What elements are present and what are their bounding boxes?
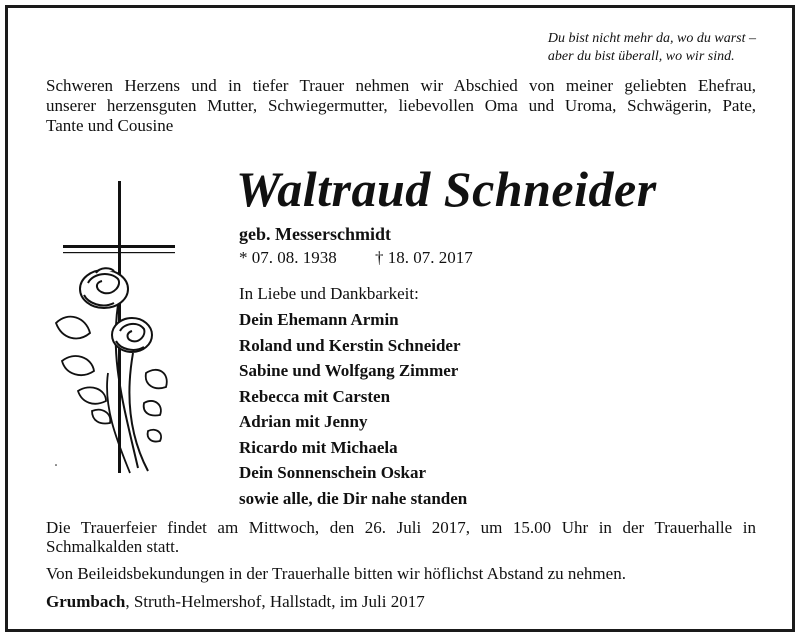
- mourner-item: Adrian mit Jenny: [239, 412, 368, 431]
- motto-line-2: aber du bist überall, wo wir sind.: [547, 49, 735, 64]
- intro-line-3: Tante und Cousine: [46, 116, 174, 135]
- mourner-item: Dein Ehemann Armin: [239, 310, 399, 329]
- funeral-info: [46, 518, 756, 556]
- mourners-list: [239, 307, 467, 511]
- obituary-notice: [5, 5, 795, 632]
- intro-line-1: Schweren Herzens und in tiefer Trauer nehmen wir Abschied von meiner geliebten Ehefrau,: [46, 76, 756, 95]
- funeral-line-2: Schmalkalden statt.: [46, 537, 180, 556]
- place-town: Grumbach: [46, 592, 126, 611]
- mourner-item: sowie alle, die Dir nahe standen: [239, 488, 468, 508]
- condolence-note: Von Beileidsbekundungen in der Trauerhalle bitten wir höflichst Abstand zu nehmen.: [46, 564, 626, 583]
- intro-text: [46, 76, 756, 136]
- mourner-item: Roland und Kerstin Schneider: [239, 335, 461, 355]
- place-rest: , Struth-Helmershof, Hallstadt, im Juli 2017: [125, 592, 425, 611]
- funeral-line-1: Die Trauerfeier findet am Mittwoch, den 26. Juli 2017, um 15.00 Uhr in der Trauerhalle in: [46, 518, 756, 537]
- birth-name: geb. Messerschmidt: [239, 224, 391, 244]
- deceased-name: Waltraud Schneider: [236, 161, 657, 217]
- mourner-item: Sabine und Wolfgang Zimmer: [239, 361, 459, 380]
- place-date-line: [46, 592, 425, 612]
- intro-line-2: unserer herzensguten Mutter, Schwiegermutter, liebevollen Oma und Uroma, Schwägerin, Pate,: [46, 96, 756, 115]
- motto-quote: [548, 30, 756, 66]
- cross-roses-icon: [48, 173, 188, 478]
- mourner-item: Ricardo mit Michaela: [239, 437, 398, 457]
- mourner-item: Dein Sonnenschein Oskar: [239, 463, 427, 482]
- thanks-line: In Liebe und Dankbarkeit:: [239, 284, 419, 303]
- death-date: † 18. 07. 2017: [375, 248, 473, 267]
- mourner-item: Rebecca mit Carsten: [239, 386, 391, 406]
- birth-date: * 07. 08. 1938: [239, 248, 337, 267]
- life-dates: [239, 248, 473, 268]
- motto-line-1: Du bist nicht mehr da, wo du warst –: [547, 31, 756, 46]
